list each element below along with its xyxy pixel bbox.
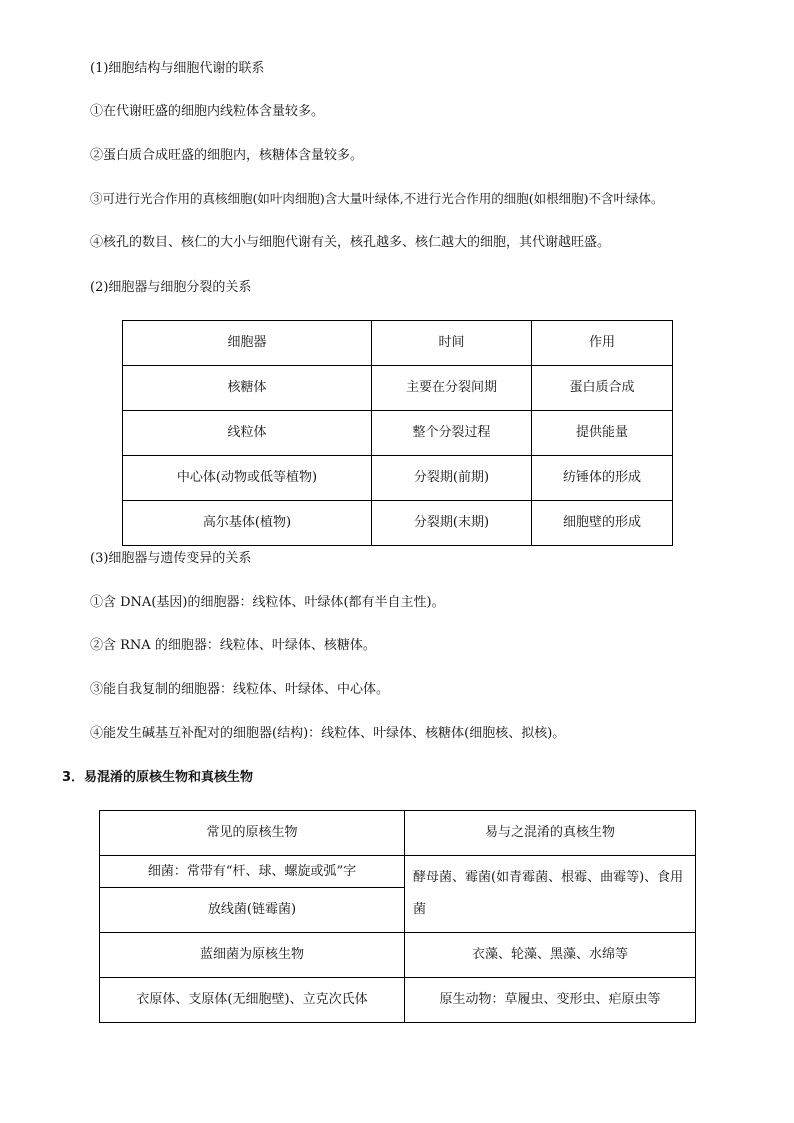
header-eukaryote: 易与之混淆的真核生物 (405, 811, 696, 856)
table-row (123, 456, 673, 501)
header-organelle: 细胞器 (123, 321, 372, 366)
cell-time: 整个分裂过程 (372, 411, 532, 456)
section1-item-2: ②蛋白质合成旺盛的细胞内，核糖体含量较多。 (90, 148, 364, 163)
cell-eukaryote: 酵母菌、霉菌(如青霉菌、根霉、曲霉等)、食用菌 (405, 856, 696, 933)
header-prokaryote: 常见的原核生物 (100, 811, 405, 856)
cell-organelle: 高尔基体(植物) (123, 501, 372, 546)
cell-prokaryote: 衣原体、支原体(无细胞壁)、立克次氏体 (100, 978, 405, 1023)
cell-eukaryote: 衣藻、轮藻、黑藻、水绵等 (405, 933, 696, 978)
table-header-row (123, 321, 673, 366)
header-function: 作用 (532, 321, 673, 366)
section1-item-1: ①在代谢旺盛的细胞内线粒体含量较多。 (90, 104, 325, 119)
table-header-row (100, 811, 696, 856)
section1-heading: (1)细胞结构与细胞代谢的联系 (90, 61, 265, 76)
section1-item-4: ④核孔的数目、核仁的大小与细胞代谢有关，核孔越多、核仁越大的细胞，其代谢越旺盛。 (90, 235, 611, 250)
section3-item-3: ③能自我复制的细胞器：线粒体、叶绿体、中心体。 (90, 682, 390, 697)
cell-function: 纺锤体的形成 (532, 456, 673, 501)
cell-function: 提供能量 (532, 411, 673, 456)
section3-item-1: ①含 DNA(基因)的细胞器：线粒体、叶绿体(都有半自主性)。 (90, 595, 445, 610)
cell-time: 主要在分裂间期 (372, 366, 532, 411)
cell-function: 细胞壁的形成 (532, 501, 673, 546)
table-row (123, 501, 673, 546)
table-row (100, 856, 696, 888)
header-time: 时间 (372, 321, 532, 366)
cell-organelle: 核糖体 (123, 366, 372, 411)
table-row (123, 366, 673, 411)
section3-item-2: ②含 RNA 的细胞器：线粒体、叶绿体、核糖体。 (90, 638, 376, 653)
cell-time: 分裂期(前期) (372, 456, 532, 501)
section2-heading: (2)细胞器与细胞分裂的关系 (90, 280, 252, 295)
cell-organelle: 中心体(动物或低等植物) (123, 456, 372, 501)
table-row (100, 978, 696, 1023)
cell-prokaryote: 细菌：常带有“杆、球、螺旋或弧”字 (100, 856, 405, 888)
section3-heading: (3)细胞器与遗传变异的关系 (90, 551, 252, 566)
cell-eukaryote: 原生动物：草履虫、变形虫、疟原虫等 (405, 978, 696, 1023)
cell-time: 分裂期(末期) (372, 501, 532, 546)
cell-prokaryote: 蓝细菌为原核生物 (100, 933, 405, 978)
organelle-division-table (122, 320, 673, 546)
section3-item-4: ④能发生碱基互补配对的细胞器(结构)：线粒体、叶绿体、核糖体(细胞核、拟核)。 (90, 726, 566, 741)
table-row (123, 411, 673, 456)
cell-function: 蛋白质合成 (532, 366, 673, 411)
cell-organelle: 线粒体 (123, 411, 372, 456)
table-row (100, 933, 696, 978)
prokaryote-eukaryote-table (99, 810, 696, 1023)
part3-heading: 3．易混淆的原核生物和真核生物 (62, 770, 254, 785)
cell-prokaryote: 放线菌(链霉菌) (100, 888, 405, 933)
section1-item-3: ③可进行光合作用的真核细胞(如叶肉细胞)含大量叶绿体,不进行光合作用的细胞(如根细胞)不含叶绿体。 (90, 191, 664, 206)
